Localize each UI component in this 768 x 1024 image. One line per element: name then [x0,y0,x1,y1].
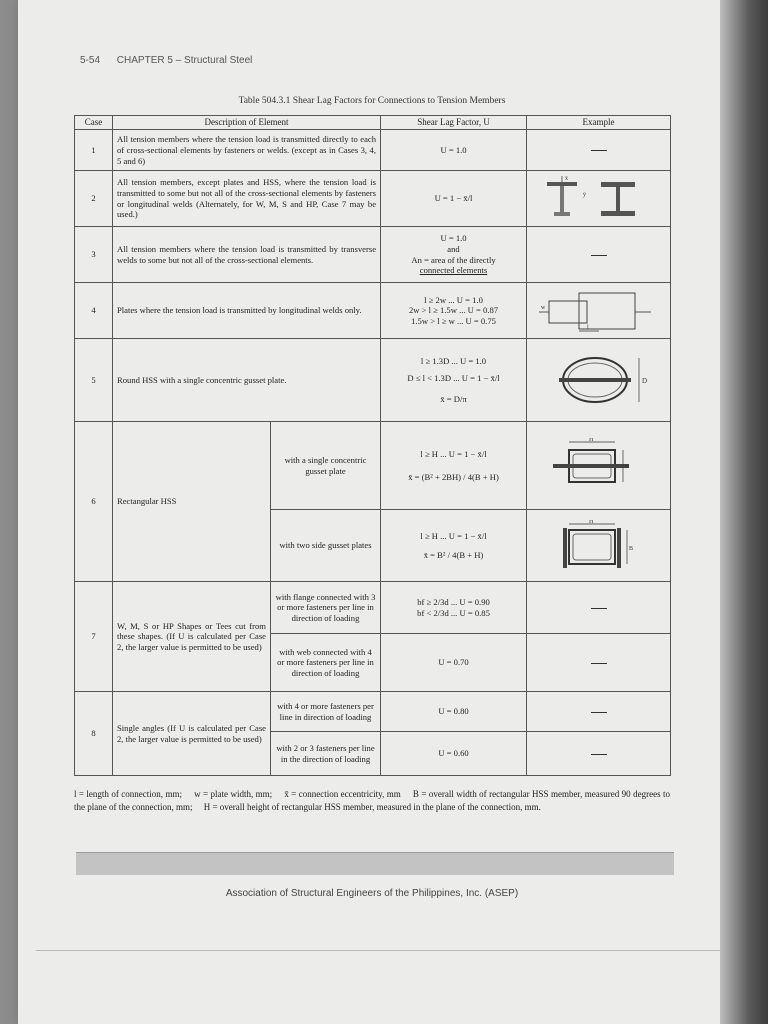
case-number: 4 [75,283,113,339]
welded-plate-diagram [539,287,659,335]
case-description: Plates where the tension load is transmitted by longitudinal welds only. [113,283,381,339]
h-label: H [588,437,593,443]
factor-line: l ≥ 1.3D ... U = 1.0 [420,356,487,367]
table-row [75,692,671,732]
shear-lag-factor: U = 0.80 [381,692,527,732]
sub-condition: with two side gusset plates [271,510,381,582]
legend-w: w = plate width, mm; [194,789,273,799]
scan-shadow-edge [720,0,768,1024]
case-number: 6 [75,422,113,582]
case-description: All tension members where the tension load is transmitted directly to each of cross-sectional elements by fasteners or welds. (except as in Cases 3, 4, 5 and 6) [113,130,381,171]
tee-and-wide-flange-diagram [539,174,659,224]
legend-b: B = overall width of rectangular HSS member, measured 90 degrees to the plane of the connection, mm; [74,789,671,813]
case-number: 2 [75,171,113,227]
table-row [75,227,671,283]
factor-line: U = 1.0 [440,233,467,244]
shear-lag-factor: U = 0.70 [381,634,527,692]
rect-hss-single-gusset-diagram [539,438,659,494]
chapter-title: CHAPTER 5 – Structural Steel [116,55,253,66]
x-bar-label: x̄ [564,175,568,182]
d-label: D [641,377,647,386]
example-cell [527,227,671,283]
shear-lag-factor [381,422,527,510]
dash-mark [591,255,607,256]
rect-hss-two-gusset-diagram [539,520,659,572]
case-description: Rectangular HSS [113,422,271,582]
h-label: H [588,519,593,525]
case-description: All tension members where the tension load is transmitted by transverse welds to some but not all of the cross-sectional elements. [113,227,381,283]
w-label: w [540,304,545,311]
dash-mark [591,754,607,755]
example-cell [527,283,671,339]
col-header-description: Description of Element [113,116,381,130]
b-label: B [624,463,629,470]
table-title: Table 504.3.1 Shear Lag Factors for Connections to Tension Members [238,96,506,106]
col-header-factor: Shear Lag Factor, U [381,116,527,130]
table-header-row [75,116,671,130]
shear-lag-factor [381,339,527,422]
shear-lag-factor [381,510,527,582]
case-number: 7 [75,582,113,692]
sub-condition: with 2 or 3 fasteners per line in the direction of loading [271,732,381,776]
document-page [18,0,726,1024]
shear-lag-factor: U = 1.0 [381,130,527,171]
sub-condition: with flange connected with 3 or more fasteners per line in direction of loading [271,582,381,634]
case-number: 1 [75,130,113,171]
y-bar-label: ȳ [582,191,586,198]
example-cell [527,130,671,171]
shear-lag-factor: U = 0.60 [381,732,527,776]
case-number: 8 [75,692,113,776]
table-row [75,283,671,339]
case-description: Single angles (If U is calculated per Case 2, the larger value is permitted to be used) [113,692,271,776]
table-row [75,422,671,510]
legend-x: x̄ = connection eccentricity, mm [284,789,401,799]
legend-l: l = length of connection, mm; [74,789,182,799]
gray-band [76,852,674,875]
example-cell [527,634,671,692]
case-description: Round HSS with a single concentric gusset plate. [113,339,381,422]
factor-line: D ≤ l < 1.3D ... U = 1 − x̄/l [407,372,500,383]
scan-artifact [36,950,744,971]
page-footer: Association of Structural Engineers of the Philippines, Inc. (ASEP) [225,888,519,899]
factor-line: l ≥ H ... U = 1 − x̄/l [420,531,487,542]
b-label: B [628,545,633,552]
factor-line: bf < 2/3d ... U = 0.85 [417,607,490,618]
table-row [75,339,671,422]
factor-line: 1.5w > l ≥ w ... U = 0.75 [411,316,496,327]
example-cell [527,339,671,422]
shear-lag-factor [381,582,527,634]
factor-line: connected elements [419,265,488,276]
case-number: 5 [75,339,113,422]
table-legend [74,788,670,814]
case-number: 3 [75,227,113,283]
factor-line: An = area of the directly [411,254,496,265]
example-cell [527,422,671,510]
col-header-case: Case [75,116,113,130]
factor-line: x̄ = (B² + 2BH) / 4(B + H) [408,471,499,482]
shear-lag-factor [381,283,527,339]
example-cell [527,732,671,776]
example-cell [527,171,671,227]
example-cell [527,692,671,732]
sub-condition: with 4 or more fasteners per line in direction of loading [271,692,381,732]
case-description: W, M, S or HP Shapes or Tees cut from these shapes. (If U is calculated per Case 2, the larger value is permitted to be used) [113,582,271,692]
dash-mark [591,608,607,609]
factor-line: l ≥ H ... U = 1 − x̄/l [420,449,487,460]
page-number: 5-54 [80,55,101,66]
table-row [75,130,671,171]
page-header [80,55,252,66]
shear-lag-factor: U = 1 − x̄/l [381,171,527,227]
case-description: All tension members, except plates and HSS, where the tension load is transmitted to some but not all of the cross-sectional elements by fasteners or longitudinal welds (Alternately, for W, M, S and HP, Case 7 may be used.) [113,171,381,227]
factor-line: 2w > l ≥ 1.5w ... U = 0.87 [408,305,499,316]
factor-line: bf ≥ 2/3d ... U = 0.90 [417,597,490,608]
sub-condition: with a single concentric gusset plate [271,422,381,510]
example-cell [527,582,671,634]
col-header-example: Example [527,116,671,130]
l-label: l [586,324,589,331]
factor-line: l ≥ 2w ... U = 1.0 [424,294,483,305]
dash-mark [591,663,607,664]
legend-h: H = overall height of rectangular HSS member, measured in the plane of the connection, mm. [203,802,541,813]
dash-mark [591,712,607,713]
shear-lag-table [74,115,671,776]
round-hss-diagram [539,350,659,410]
factor-line: and [447,244,460,255]
dash-mark [591,150,607,151]
table-row [75,582,671,634]
shear-lag-factor [381,227,527,283]
factor-line: x̄ = D/π [440,393,467,404]
factor-line: x̄ = B² / 4(B + H) [423,549,484,560]
example-cell [527,510,671,582]
sub-condition: with web connected with 4 or more fasteners per line in direction of loading [271,634,381,692]
table-row [75,171,671,227]
